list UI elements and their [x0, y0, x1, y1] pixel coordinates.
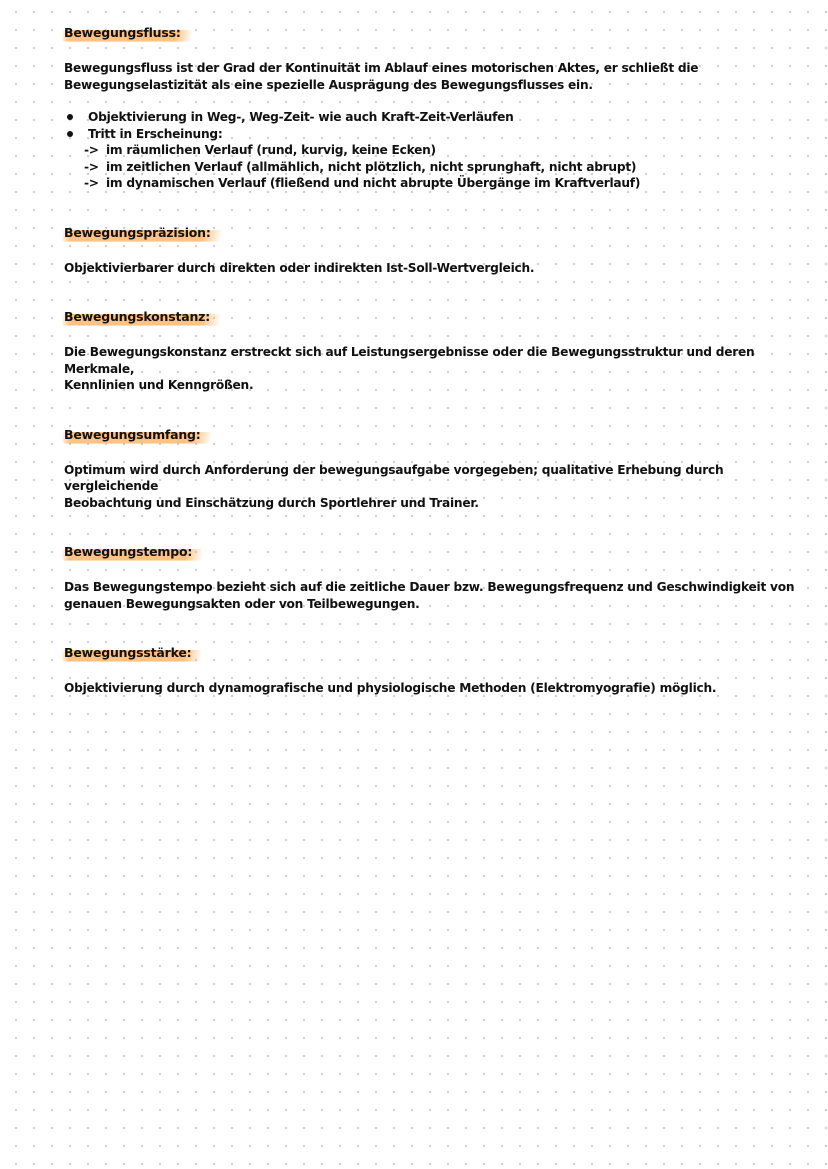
sub-item: -> im dynamischen Verlauf (fließend und nicht abrupte Übergänge im Kraftverlauf): [84, 176, 641, 190]
section-bewegungsumfang: [64, 424, 804, 512]
paragraph-line: Optimum wird durch Anforderung der bewegungsaufgabe vorgegeben; qualitative Erhebung durch vergleichende: [64, 462, 724, 493]
sub-item: -> im zeitlichen Verlauf (allmählich, nicht plötzlich, nicht sprunghaft, nicht abrupt): [84, 159, 637, 174]
bullet-icon: [67, 114, 73, 120]
bullet-list: [64, 109, 804, 142]
bullet-icon: [67, 131, 73, 137]
section-heading: Bewegungstempo:: [62, 542, 202, 562]
arrow-icon: ->: [84, 159, 99, 174]
list-item: Objektivierung in Weg-, Weg-Zeit- wie auch Kraft-Zeit-Verläufen: [64, 109, 804, 126]
section-bewegungsstaerke: [64, 642, 804, 697]
paragraph-line: Kennlinien und Kenngrößen.: [64, 378, 254, 392]
paragraph-line: Beobachtung und Einschätzung durch Sportlehrer und Trainer.: [64, 495, 479, 510]
arrow-icon: ->: [84, 143, 99, 157]
section-heading: Bewegungspräzision:: [62, 223, 221, 243]
paragraph-line: Objektivierbarer durch direkten oder indirekten Ist-Soll-Wertvergleich.: [64, 260, 535, 275]
paragraph-line: Die Bewegungskonstanz erstreckt sich auf Leistungsergebnisse oder die Bewegungsstruktur und deren Merkmale,: [64, 345, 755, 376]
notes-page: [64, 22, 804, 697]
paragraph-line: Bewegungselastizität als eine spezielle Ausprägung des Bewegungsflusses ein.: [64, 77, 593, 92]
section-bewegungstempo: [64, 541, 804, 612]
sub-item: -> im räumlichen Verlauf (rund, kurvig, keine Ecken): [84, 143, 436, 157]
section-heading: Bewegungskonstanz:: [62, 307, 220, 327]
paragraph-line: Objektivierung durch dynamografische und physiologische Methoden (Elektromyografie) möglich.: [64, 681, 717, 695]
section-heading: Bewegungsumfang:: [62, 425, 211, 445]
list-item: Tritt in Erscheinung:: [64, 126, 804, 143]
section-bewegungskonstanz: [64, 306, 804, 394]
arrow-icon: ->: [84, 176, 99, 190]
paragraph-line: Bewegungsfluss ist der Grad der Kontinuität im Ablauf eines motorischen Aktes, er schließt die: [64, 61, 699, 75]
section-bewegungspraezision: [64, 222, 804, 277]
section-heading: Bewegungsfluss:: [62, 23, 191, 43]
section-heading: Bewegungsstärke:: [62, 643, 201, 663]
paragraph-line: Das Bewegungstempo bezieht sich auf die zeitliche Dauer bzw. Bewegungsfrequenz und Geschwindigkeit von: [64, 580, 795, 594]
section-bewegungsfluss: [64, 22, 804, 192]
paragraph-line: genauen Bewegungsakten oder von Teilbewegungen.: [64, 596, 420, 611]
